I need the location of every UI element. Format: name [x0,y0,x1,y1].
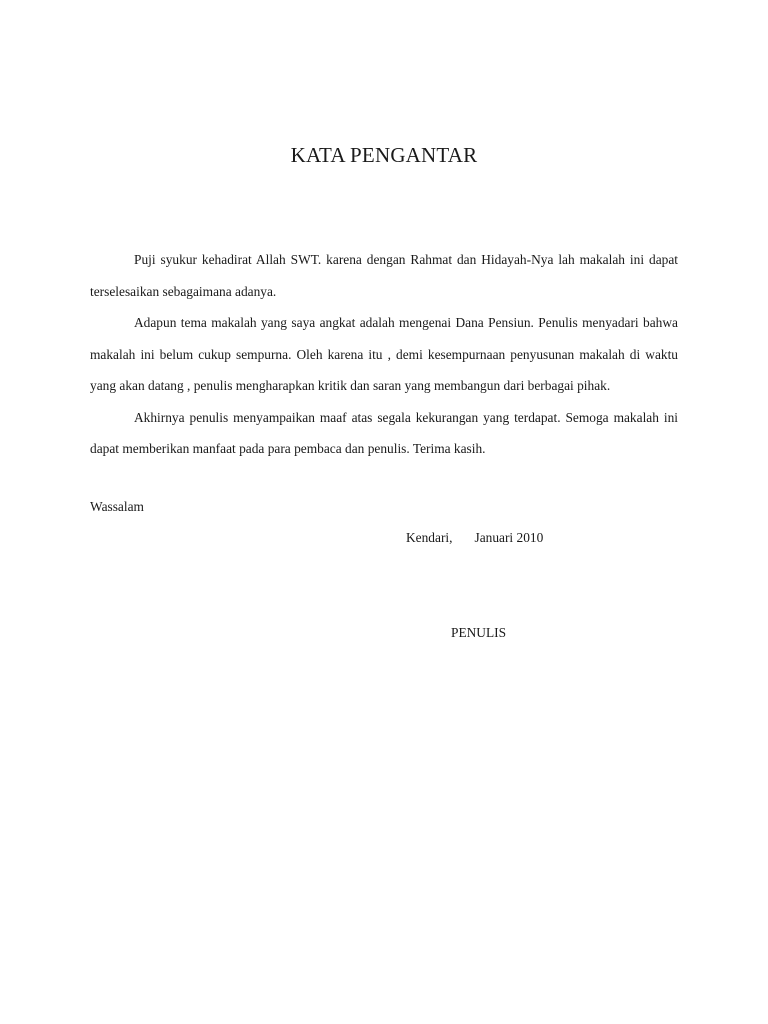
document-body [90,244,678,465]
signature-label: PENULIS [451,625,507,640]
place-label: Kendari, [406,530,453,545]
paragraph-theme: Adapun tema makalah yang saya angkat adalah mengenai Dana Pensiun. Penulis menyadari bahwa makalah ini belum cukup sempurna. Oleh karena itu , demi kesempurnaan penyusunan makalah di waktu yang akan datang , penulis mengharapkan kritik dan saran yang membangun dari berbagai pihak. [90,315,678,393]
place-date-line [406,530,543,546]
closing-salutation: Wassalam [90,499,144,514]
date-label: Januari 2010 [474,530,544,545]
page-title: KATA PENGANTAR [290,143,478,167]
paragraph-opening: Puji syukur kehadirat Allah SWT. karena dengan Rahmat dan Hidayah-Nya lah makalah ini dapat terselesaikan sebagaimana adanya. [90,252,678,299]
paragraph-closing: Akhirnya penulis menyampaikan maaf atas segala kekurangan yang terdapat. Semoga makalah ini dapat memberikan manfaat pada para pembaca dan penulis. Terima kasih. [90,409,678,456]
